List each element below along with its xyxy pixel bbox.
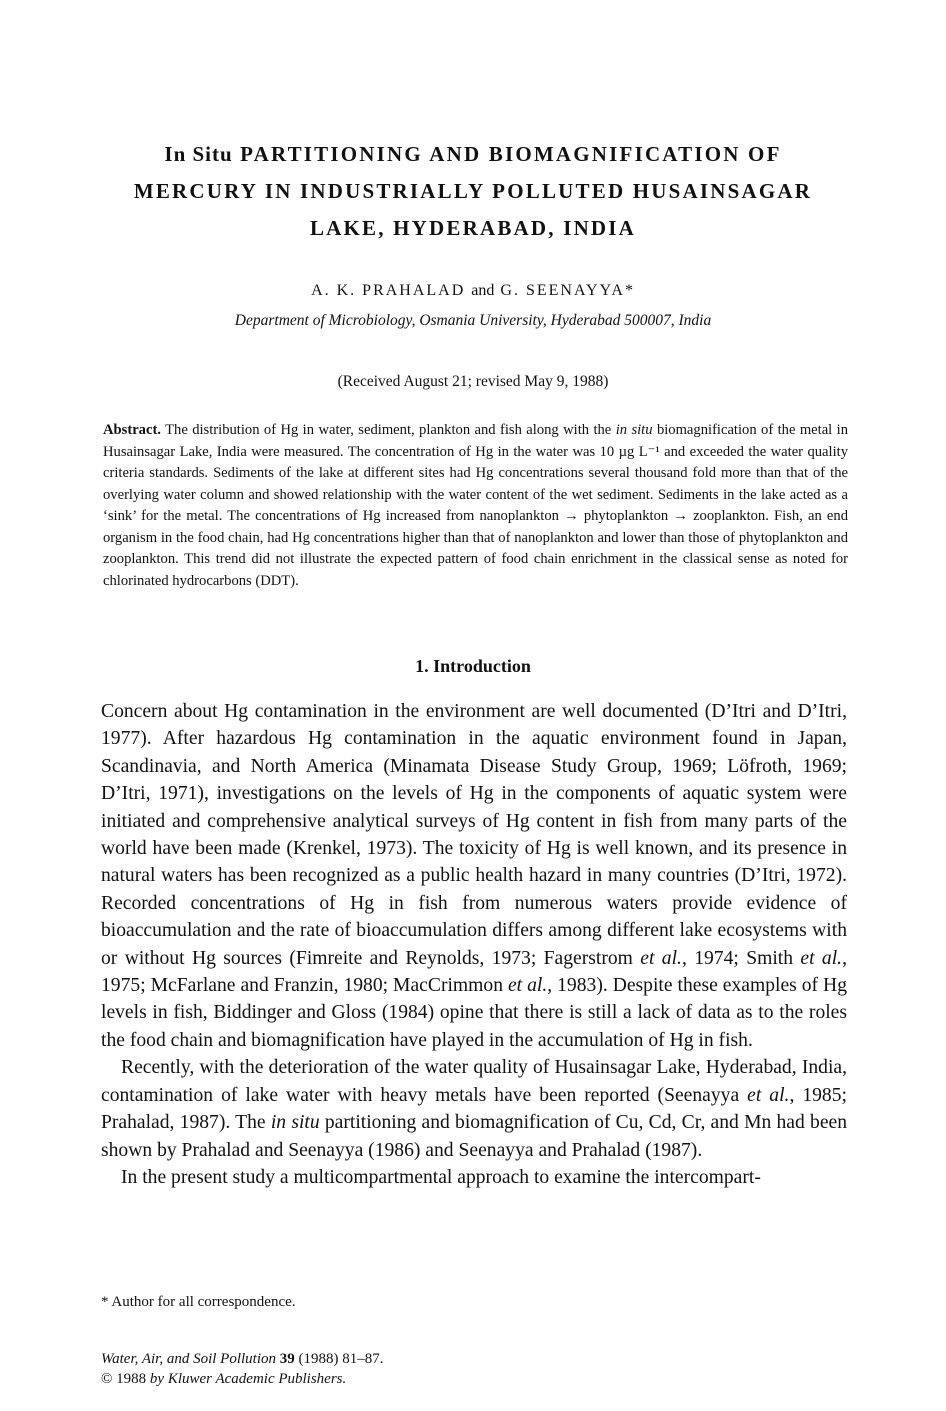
journal-line — [101, 1349, 384, 1369]
affiliation: Department of Microbiology, Osmania University, Hyderabad 500007, India — [234, 312, 712, 329]
p1-etal-3: et al. — [507, 975, 548, 997]
journal-name: Water, Air, and Soil Pollution — [101, 1351, 277, 1367]
p2-text-b: , 1985; Prahalad, 1987). The — [101, 1084, 847, 1134]
journal-citation — [101, 1349, 384, 1389]
section-heading: 1. Introduction — [415, 656, 531, 676]
title-lead: In Situ — [164, 142, 233, 166]
p1-etal-2: et al. — [800, 947, 843, 969]
paragraph-3: In the present study a multicompartmental approach to examine the intercompart- — [121, 1166, 761, 1188]
journal-volume: 39 — [279, 1351, 295, 1367]
p1-etal-1: et al. — [640, 947, 682, 969]
p1-text-d: , 1983). Despite these examples of Hg levels in fish, Biddinger and Gloss (1984) opine that there is still a lack of data as to the roles the food chain and biomagnification have played in the accumulation of Hg in fish. — [101, 975, 847, 1051]
author-2: G. SEENAYYA* — [500, 282, 635, 299]
abstract — [103, 420, 848, 592]
title-line1: PARTITIONING AND BIOMAGNIFICATION OF — [240, 142, 782, 166]
p1-text-c: , 1975; McFarlane and Franzin, 1980; MacCrimmon — [101, 947, 847, 997]
abstract-text-1: The distribution of Hg in water, sediment, plankton and fish along with the — [165, 422, 612, 438]
abstract-text-2: biomagnification of the metal in Husainsagar Lake, India were measured. The concentration of Hg in the water was 10 µg L⁻¹ and exceeded the water quality criteria standards. Sediments of the lake at different sites had Hg concentrations several thousand fold more than that of the overlying water column and showed relationship with the water content of the wet sediment. Sediments in the lake acted as a ‘sink’ for the metal. The concentrations of Hg increased from nanoplankton → phytoplankton → zooplankton. Fish, an end organism in the food chain, had Hg concentrations higher than that of nanoplankton and lower than those of phytoplankton and zooplankton. This trend did not illustrate the expected pattern of food chain enrichment in the classical sense as noted for chlorinated hydrocarbons (DDT). — [103, 422, 848, 589]
abstract-label: Abstract. — [103, 422, 161, 438]
paragraph-1 — [101, 698, 847, 1054]
copyright-symbol: © — [101, 1371, 113, 1387]
received-dates: (Received August 21; revised May 9, 1988) — [337, 373, 609, 390]
abstract-italic: in situ — [615, 422, 653, 438]
journal-pages: (1988) 81–87. — [298, 1351, 384, 1367]
copyright-line — [101, 1369, 384, 1389]
footnote: * Author for all correspondence. — [101, 1294, 296, 1310]
title-line3: LAKE, HYDERABAD, INDIA — [309, 216, 637, 240]
p1-text-a: Concern about Hg contamination in the environment are well documented (D’Itri and D’Itri, 1977). After hazardous Hg contamination in the aquatic environment found in Japan, Scandinavia, and North America (Minamata Disease Study Group, 1969; Löfroth, 1969; D’Itri, 1971), investigations on the levels of Hg in the components of aquatic system were initiated and comprehensive analytical surveys of Hg content in fish from many parts of the world have been made (Krenkel, 1973). The toxicity of Hg is well known, and its presence in natural waters has been recognized as a public health hazard in many countries (D’Itri, 1972). Recorded concentrations of Hg in fish from numerous waters provide evidence of bioaccumulation and the rate of bioaccumulation differs among different lake ecosystems with or without Hg sources (Fimreite and Reynolds, 1973; Fagerstrom — [101, 701, 847, 969]
publisher: by Kluwer Academic Publishers. — [149, 1371, 347, 1387]
p2-text-c: partitioning and biomagnification of Cu, Cd, Cr, and Mn had been shown by Prahalad and Seenayya (1986) and Seenayya and Prahalad (1987). — [101, 1112, 848, 1161]
title-line2: MERCURY IN INDUSTRIALLY POLLUTED HUSAINSAGAR — [133, 179, 813, 203]
p2-etal: et al. — [747, 1084, 790, 1106]
p2-text-a: Recently, with the deterioration of the water quality of Husainsagar Lake, Hyderabad, India, contamination of lake water with heavy metals have been reported (Seenayya — [101, 1057, 847, 1106]
paper-title — [100, 136, 846, 247]
p1-text-b: , 1974; Smith — [681, 947, 794, 969]
author-conjunction: and — [471, 282, 495, 299]
copyright-year: 1988 — [116, 1371, 147, 1387]
body-text — [101, 698, 847, 1191]
author-1: A. K. PRAHALAD — [311, 282, 466, 299]
paragraph-2 — [101, 1054, 847, 1164]
p2-insitu: in situ — [270, 1112, 320, 1134]
author-list — [100, 282, 846, 300]
